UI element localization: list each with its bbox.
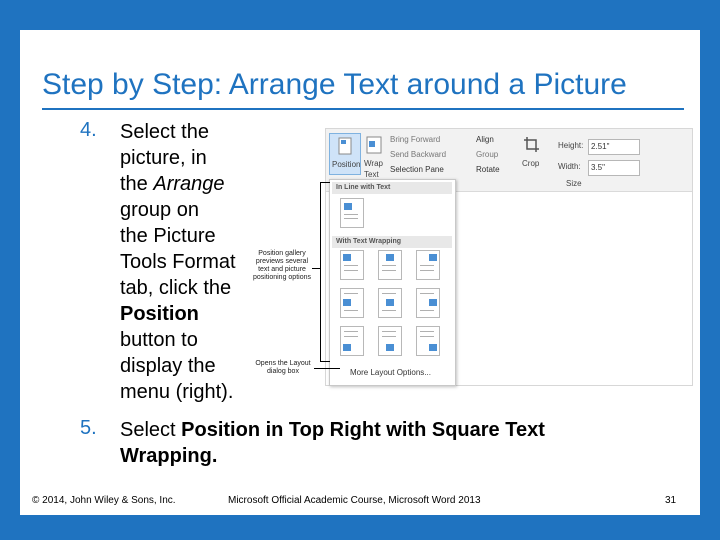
ribbon-screenshot [325, 128, 693, 386]
height-field[interactable]: 2.51" [588, 139, 640, 155]
step-emphasis: Wrapping. [120, 445, 218, 467]
text-line [420, 310, 434, 311]
text-line [420, 270, 434, 271]
wrapping-header: With Text Wrapping [332, 236, 452, 248]
text-line [344, 265, 358, 266]
step-line [120, 171, 320, 197]
text-line [382, 331, 396, 332]
position-bottom-right[interactable] [416, 326, 440, 356]
position-top-right[interactable] [416, 250, 440, 280]
position-emphasis: Position [120, 303, 199, 325]
position-icon [330, 136, 360, 160]
callout-leader [312, 268, 321, 269]
step-line: display the [120, 355, 216, 377]
text-line [344, 270, 358, 271]
picture-marker [429, 254, 437, 261]
callout-line: text and picture [258, 266, 306, 273]
footer-copyright: © 2014, John Wiley & Sons, Inc. [32, 495, 176, 506]
picture-marker [429, 299, 437, 306]
text-line [382, 336, 396, 337]
position-button[interactable] [329, 133, 361, 175]
position-top-center[interactable] [378, 250, 402, 280]
inline-header: In Line with Text [332, 182, 452, 194]
text-line [420, 293, 434, 294]
callout-line: Opens the Layout [255, 360, 311, 367]
text-line [344, 331, 358, 332]
slide-title: Step by Step: Arrange Text around a Picture [42, 68, 627, 101]
position-bottom-center[interactable] [378, 326, 402, 356]
text-line [382, 265, 396, 266]
text-line [344, 336, 358, 337]
step-line: button to [120, 329, 198, 351]
gallery-callout [252, 250, 312, 282]
frame-top [0, 0, 720, 30]
size-group-label: Size [566, 179, 582, 188]
text-line [344, 293, 358, 294]
page-number: 31 [665, 495, 677, 506]
picture-marker [386, 299, 394, 306]
position-label: Position [332, 160, 361, 169]
width-field[interactable]: 3.5" [588, 160, 640, 176]
step-line: the Picture [120, 225, 216, 247]
wrap-text-label[interactable]: Wrap [364, 159, 383, 168]
picture-marker [386, 254, 394, 261]
callout-bracket [320, 182, 321, 362]
group-button[interactable]: Group [476, 150, 499, 159]
height-label: Height: [558, 141, 584, 150]
step-line: Select the [120, 121, 209, 143]
text-line [382, 270, 396, 271]
arrange-emphasis: Arrange [153, 173, 225, 195]
position-middle-center[interactable] [378, 288, 402, 318]
text-line [420, 331, 434, 332]
callout-leader [314, 368, 340, 369]
crop-icon [522, 135, 542, 155]
picture-marker [429, 344, 437, 351]
step-number: 5. [80, 417, 97, 439]
width-label: Width: [558, 162, 581, 171]
position-middle-left[interactable] [340, 288, 364, 318]
callout-bracket [320, 182, 330, 183]
rotate-button[interactable]: Rotate [476, 165, 500, 174]
position-bottom-left[interactable] [340, 326, 364, 356]
footer-course: Microsoft Official Academic Course, Microsoft Word 2013 [228, 495, 481, 506]
frame-left [0, 0, 20, 540]
step-line: group on [120, 199, 199, 221]
position-middle-right[interactable] [416, 288, 440, 318]
wrap-text-label-2: Text [364, 170, 379, 179]
step-emphasis: Position in Top Right with Square Text [181, 419, 545, 441]
frame-right [700, 0, 720, 540]
text-line [344, 214, 358, 215]
text-line [382, 310, 396, 311]
text-line [344, 310, 358, 311]
text-line [420, 265, 434, 266]
step-text [120, 417, 640, 469]
picture-marker [343, 344, 351, 351]
callout-line: dialog box [267, 368, 299, 375]
position-gallery [329, 179, 456, 386]
align-button[interactable]: Align [476, 135, 494, 144]
more-layout-options-item[interactable]: More Layout Options... [350, 368, 431, 377]
text-line [420, 336, 434, 337]
layout-callout [252, 360, 314, 376]
title-rule [42, 108, 684, 110]
callout-line: positioning options [253, 274, 311, 281]
callout-line: Position gallery [258, 250, 306, 257]
text-line [344, 218, 358, 219]
picture-marker [343, 299, 351, 306]
step-number: 4. [80, 119, 97, 141]
crop-button[interactable]: Crop [522, 159, 540, 168]
position-top-left[interactable] [340, 250, 364, 280]
wrap-text-icon [364, 135, 384, 157]
selection-pane-button[interactable]: Selection Pane [390, 165, 444, 174]
step-text-segment: Select [120, 419, 176, 441]
bring-forward-button[interactable]: Bring Forward [390, 135, 441, 144]
step-text-segment: the [120, 173, 148, 195]
picture-marker [386, 344, 394, 351]
callout-bracket [320, 361, 330, 362]
position-inline-option[interactable] [340, 198, 364, 228]
callout-line: previews several [255, 258, 309, 265]
step-line: tab, click the [120, 277, 232, 299]
step-line: menu (right). [120, 381, 234, 403]
frame-bottom [0, 515, 720, 540]
step-line: picture, in [120, 147, 207, 169]
picture-marker [343, 254, 351, 261]
text-line [382, 293, 396, 294]
step-line: Tools Format [120, 251, 236, 273]
picture-marker [344, 203, 352, 210]
send-backward-button[interactable]: Send Backward [390, 150, 447, 159]
